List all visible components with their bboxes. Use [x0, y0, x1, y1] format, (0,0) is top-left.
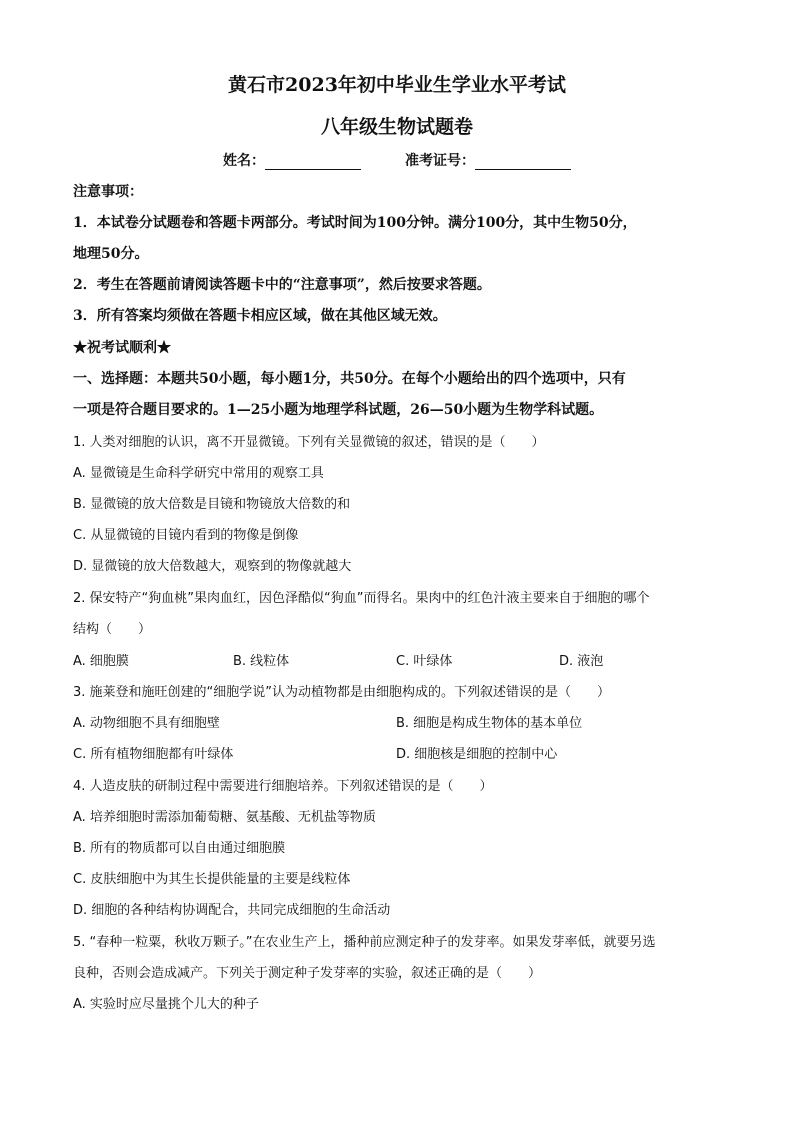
q3-option-c: C. 所有植物细胞都有叶绿体 [73, 747, 234, 762]
q5-option-a: A. 实验时应尽量挑个儿大的种子 [73, 997, 259, 1012]
q1-option-a: A. 显微镜是生命科学研究中常用的观察工具 [73, 466, 324, 481]
q1-stem: 1. 人类对细胞的认识，离不开显微镜。下列有关显微镜的叙述，错误的是（ ） [73, 435, 545, 450]
q2-stem-line-2: 结构（ ） [73, 622, 152, 637]
q4-option-c: C. 皮肤细胞中为其生长提供能量的主要是线粒体 [73, 872, 351, 887]
q3-stem: 3. 施莱登和施旺创建的“细胞学说”认为动植物都是由细胞构成的。下列叙述错误的是（ ） [73, 685, 611, 700]
q1-option-c: C. 从显微镜的目镜内看到的物像是倒像 [73, 528, 299, 543]
q2-option-a: A. 细胞膜 [73, 654, 129, 669]
q5-stem-line-1: 5. “春种一粒粟，秋收万颗子。”在农业生产上，播种前应测定种子的发芽率。如果发芽率低，就要另选 [73, 935, 656, 950]
q1-option-b: B. 显微镜的放大倍数是目镜和物镜放大倍数的和 [73, 497, 351, 512]
name-label: 姓名： [223, 153, 265, 169]
notice-heading: 注意事项： [73, 184, 143, 200]
id-blank [475, 155, 571, 170]
q4-option-d: D. 细胞的各种结构协调配合，共同完成细胞的生命活动 [73, 903, 391, 918]
q2-option-c: C. 叶绿体 [396, 654, 453, 669]
q3-option-a: A. 动物细胞不具有细胞壁 [73, 716, 220, 731]
q5-stem-line-2: 良种，否则会造成减产。下列关于测定种子发芽率的实验，叙述正确的是（ ） [73, 966, 542, 981]
section-instructions-line-1: 一、选择题：本题共50小题，每小题1分，共50分。在每个小题给出的四个选项中，只有 [73, 371, 626, 387]
q3-option-b: B. 细胞是构成生物体的基本单位 [396, 716, 583, 731]
exam-title: 黄石市2023年初中毕业生学业水平考试 [228, 74, 566, 96]
id-label: 准考证号： [405, 153, 475, 169]
q4-stem: 4. 人造皮肤的研制过程中需要进行细胞培养。下列叙述错误的是（ ） [73, 779, 493, 794]
q4-option-b: B. 所有的物质都可以自由通过细胞膜 [73, 841, 286, 856]
notice-item-2: 2．考生在答题前请阅读答题卡中的“注意事项”，然后按要求答题。 [73, 277, 491, 293]
good-luck-wish: ★祝考试顺利★ [73, 340, 171, 356]
exam-subtitle: 八年级生物试题卷 [320, 116, 473, 138]
q3-option-d: D. 细胞核是细胞的控制中心 [396, 747, 558, 762]
name-blank [265, 155, 361, 170]
notice-item-1-line-1: 1．本试卷分试题卷和答题卡两部分。考试时间为100分钟。满分100分，其中生物50分， [73, 215, 637, 231]
q2-option-d: D. 液泡 [559, 654, 604, 669]
candidate-info [0, 150, 794, 170]
section-instructions-line-2: 一项是符合题目要求的。1—25小题为地理学科试题，26—50小题为生物学科试题。 [73, 402, 604, 418]
q2-option-b: B. 线粒体 [233, 654, 290, 669]
notice-item-1-line-2: 地理50分。 [73, 246, 149, 262]
q2-stem-line-1: 2. 保安特产“狗血桃”果肉血红，因色泽酷似“狗血”而得名。果肉中的红色汁液主要来自于细胞的哪个 [73, 591, 650, 606]
q1-option-d: D. 显微镜的放大倍数越大，观察到的物像就越大 [73, 559, 352, 574]
notice-item-3: 3．所有答案均须做在答题卡相应区域，做在其他区域无效。 [73, 308, 447, 324]
q4-option-a: A. 培养细胞时需添加葡萄糖、氨基酸、无机盐等物质 [73, 810, 376, 825]
